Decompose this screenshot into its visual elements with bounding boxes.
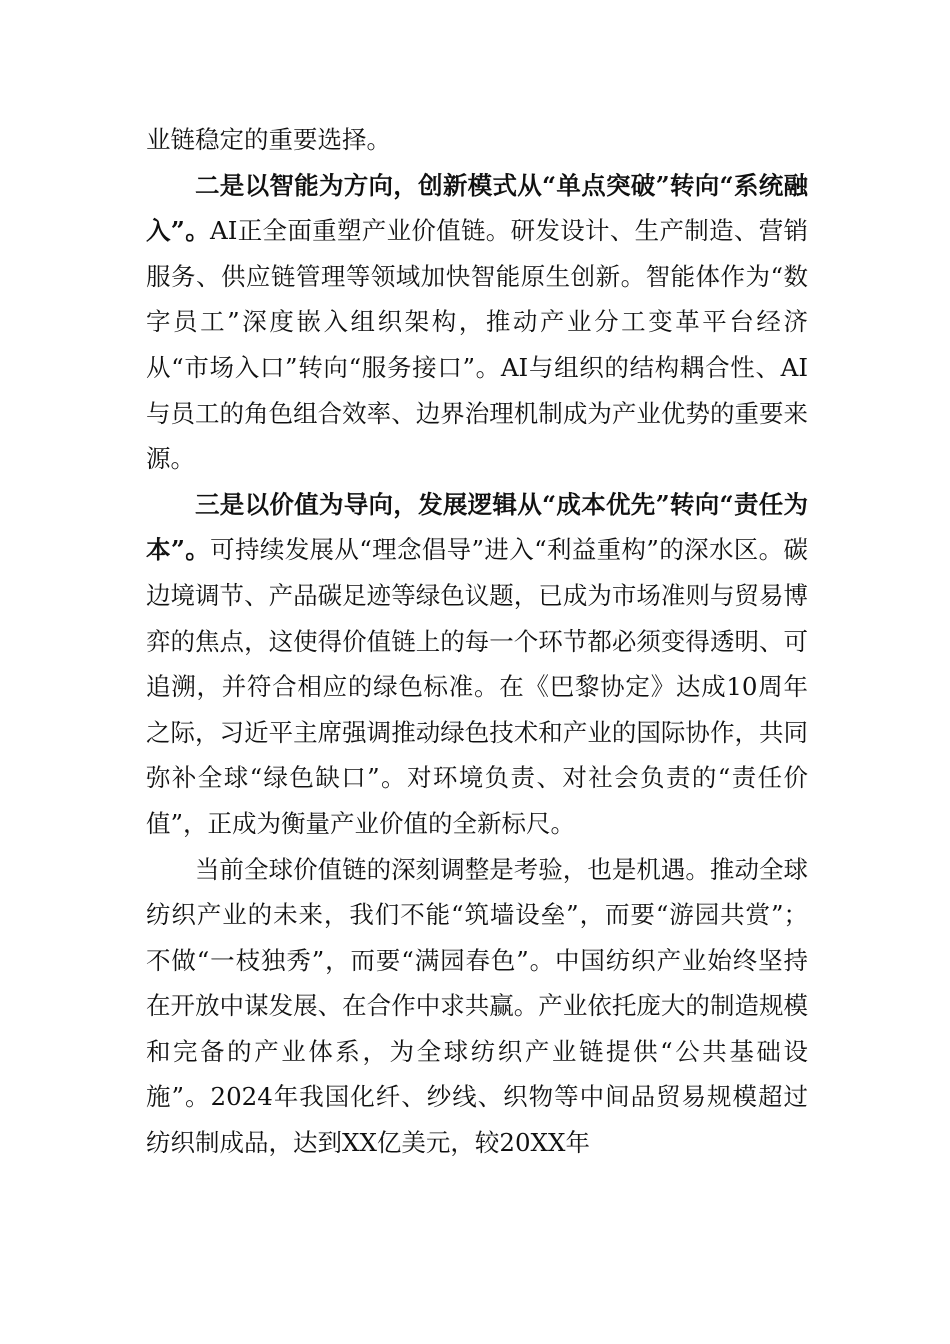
paragraph-text: 当前全球价值链的深刻调整是考验，也是机遇。推动全球纺织产业的未来，我们不能“筑墙设垒”，而要“游园共赏”；不做“一枝独秀”，而要“满园春色”。中国纺织产业始终坚持在开放中谋发展、在合作中求共赢。产业依托庞大的制造规模和完备的产业体系，为全球纺织产业链提供“公共基础设施”。2024年我国化纤、纱线、织物等中间品贸易规模超过纺织制成品，达到XX亿美元，较20XX年 — [146, 854, 808, 1158]
paragraph-global-value-chain — [146, 847, 808, 1166]
paragraph-lead: 二是以智能为方向，创新模式从“单点突破”转向“系统融入”。 — [146, 170, 808, 246]
paragraph-lead: 三是以价值为导向，发展逻辑从“成本优先”转向“责任为本”。 — [146, 489, 808, 565]
paragraph-intelligence — [146, 163, 808, 482]
paragraph-text: 可持续发展从“理念倡导”进入“利益重构”的深水区。碳边境调节、产品碳足迹等绿色议题，已成为市场准则与贸易博弈的焦点，这使得价值链上的每一个环节都必须变得透明、可追溯，并符合相应的绿色标准。在《巴黎协定》达成10周年之际，习近平主席强调推动绿色技术和产业的国际协作，共同弥补全球“绿色缺口”。对环境负责、对社会负责的“责任价值”，正成为衡量产业价值的全新标尺。 — [146, 535, 809, 838]
paragraph-text: AI正全面重塑产业价值链。研发设计、生产制造、营销服务、供应链管理等领域加快智能原生创新。智能体作为“数字员工”深度嵌入组织架构，推动产业分工变革平台经济从“市场入口”转向“服务接口”。AI与组织的结构耦合性、AI与员工的角色组合效率、边界治理机制成为产业优势的重要来源。 — [146, 216, 809, 474]
paragraph-value — [146, 482, 808, 847]
document-body — [146, 117, 808, 1166]
paragraph-text: 业链稳定的重要选择。 — [146, 125, 391, 154]
paragraph-continuation — [146, 117, 808, 163]
